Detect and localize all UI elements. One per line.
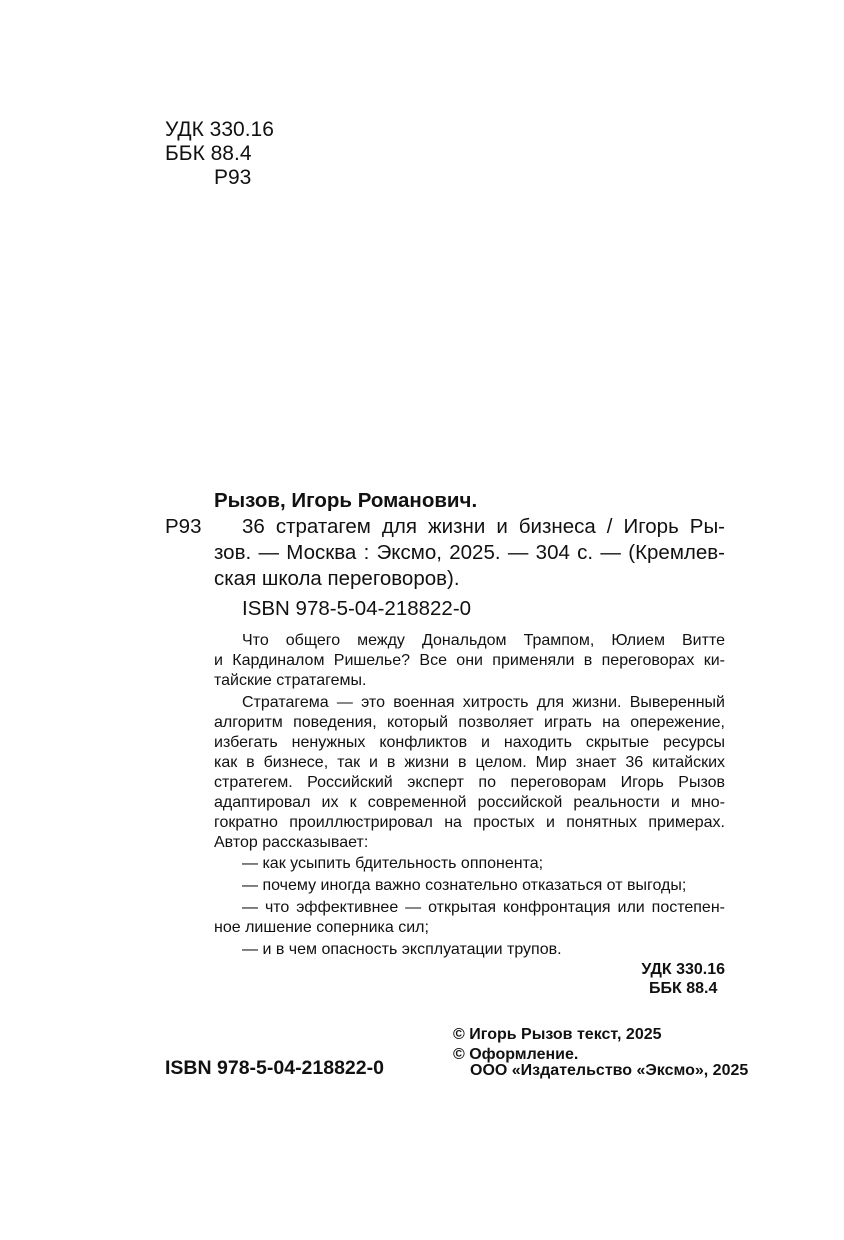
bbk-code-top: ББК 88.4 [165, 142, 252, 165]
list-item: ное лишение соперника сил; [214, 919, 429, 936]
annotation-line: избегать ненужных конфликтов и находить скрытые ресурсы [214, 734, 725, 751]
annotation-line: гократно проиллюстрировал на простых и понятных примерах. [214, 814, 725, 831]
annotation-line: тайские стратагемы. [214, 672, 367, 689]
annotation-line: как в бизнесе, так и в жизни в целом. Мир знает 36 китайских [214, 754, 725, 771]
isbn-record: ISBN 978-5-04-218822-0 [242, 597, 472, 620]
title-line: 36 стратагем для жизни и бизнеса / Игорь Ры- [242, 515, 725, 538]
annotation-line: и Кардиналом Ришелье? Все они применяли в переговорах ки- [214, 652, 725, 669]
title-line: ская школа переговоров). [214, 567, 460, 590]
list-item: — и в чем опасность эксплуатации трупов. [242, 941, 562, 958]
annotation-line: Стратагема — это военная хитрость для жизни. Выверенный [242, 694, 725, 711]
annotation-line: Автор рассказывает: [214, 834, 369, 851]
annotation-line: алгоритм поведения, который позволяет играть на опережение, [214, 714, 725, 731]
copyright-line: © Игорь Рызов текст, 2025 [453, 1026, 662, 1043]
isbn-footer: ISBN 978-5-04-218822-0 [165, 1057, 384, 1079]
list-item: — как усыпить бдительность оппонента; [242, 855, 544, 872]
author-mark-top: Р93 [214, 166, 252, 189]
author-heading: Рызов, Игорь Романович. [214, 489, 478, 512]
copyright-line: © Оформление. [453, 1046, 579, 1063]
list-item: — почему иногда важно сознательно отказаться от выгоды; [242, 877, 687, 894]
annotation-line: стратегем. Российский эксперт по переговорам Игорь Рызов [214, 774, 725, 791]
title-line: зов. — Москва : Эксмо, 2025. — 304 с. — (Кремлев- [214, 541, 725, 564]
udk-code-bottom: УДК 330.16 [641, 961, 725, 978]
copyright-line: ООО «Издательство «Эксмо», 2025 [470, 1062, 749, 1079]
bbk-code-bottom: ББК 88.4 [649, 980, 718, 997]
list-item: — что эффективнее — открытая конфронтация или постепен- [242, 899, 725, 916]
annotation-line: адаптировал их к современной российской реальности и мно- [214, 794, 725, 811]
author-mark: Р93 [165, 515, 202, 538]
annotation-line: Что общего между Дональдом Трампом, Юлием Витте [242, 632, 725, 649]
udk-code-top: УДК 330.16 [165, 118, 274, 141]
